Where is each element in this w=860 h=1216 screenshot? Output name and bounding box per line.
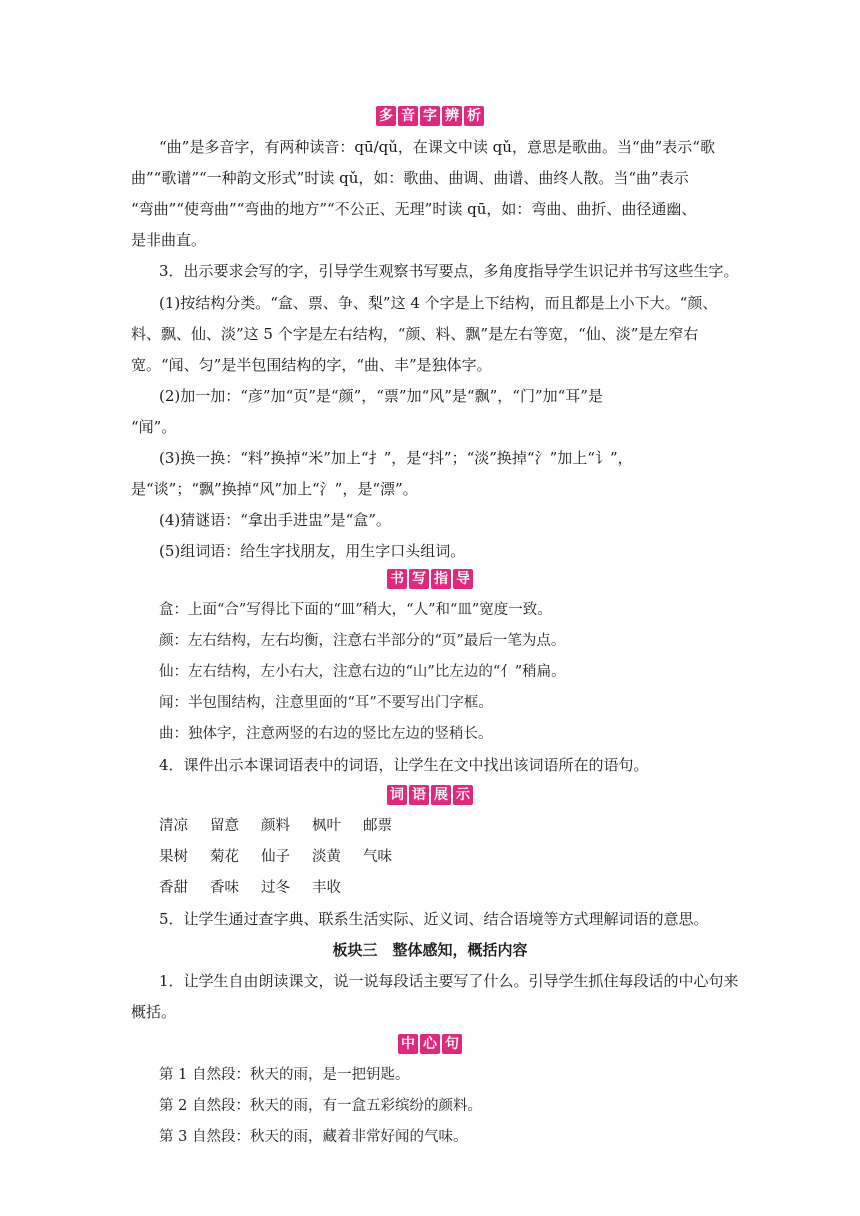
paragraph-line: 是非曲直。 bbox=[131, 231, 207, 249]
tag-char: 展 bbox=[431, 785, 451, 805]
vocab-word: 气味 bbox=[363, 849, 392, 865]
tag-char: 中 bbox=[398, 1034, 418, 1054]
paragraph-line: 宽。“闻、匀”是半包围结构的字，“曲、丰”是独体字。 bbox=[131, 356, 492, 374]
tag-char: 辨 bbox=[442, 106, 462, 126]
tag-char: 析 bbox=[464, 106, 484, 126]
paragraph-line: (3)换一换：“料”换掉“米”加上“扌”，是“抖”；“淡”换掉“氵”加上“讠”， bbox=[159, 449, 633, 467]
vocab-word: 香味 bbox=[210, 880, 239, 896]
tag-char: 写 bbox=[409, 569, 429, 589]
step-4: 4．课件出示本课词语表中的词语，让学生在文中找出该词语所在的语句。 bbox=[159, 756, 649, 774]
center-sentence: 第 1 自然段：秋天的雨，是一把钥匙。 bbox=[159, 1067, 410, 1083]
paragraph-line: 概括。 bbox=[131, 1003, 177, 1021]
vocab-row bbox=[159, 816, 414, 836]
vocab-word: 枫叶 bbox=[312, 818, 341, 834]
section-tag-polyphone bbox=[0, 106, 860, 126]
vocab-word: 颜料 bbox=[261, 818, 290, 834]
center-sentence: 第 3 自然段：秋天的雨，藏着非常好闻的气味。 bbox=[159, 1129, 468, 1145]
tag-char: 心 bbox=[420, 1034, 440, 1054]
vocab-row bbox=[159, 878, 363, 898]
vocab-word: 丰收 bbox=[312, 880, 341, 896]
vocab-word: 清凉 bbox=[159, 818, 188, 834]
vocab-word: 菊花 bbox=[210, 849, 239, 865]
tag-char: 指 bbox=[431, 569, 451, 589]
section-tag-writing bbox=[0, 569, 860, 589]
step-5: 5．让学生通过查字典、联系生活实际、近义词、结合语境等方式理解词语的意思。 bbox=[159, 910, 709, 928]
vocab-word: 留意 bbox=[210, 818, 239, 834]
writing-guide-line: 仙：左右结构，左小右大，注意右边的“山”比左边的“亻”稍扁。 bbox=[159, 664, 566, 680]
vocab-row bbox=[159, 847, 414, 867]
vocab-word: 香甜 bbox=[159, 880, 188, 896]
tag-char: 词 bbox=[387, 785, 407, 805]
vocab-word: 过冬 bbox=[261, 880, 290, 896]
vocab-word: 邮票 bbox=[363, 818, 392, 834]
paragraph-line: “弯曲”“使弯曲”“弯曲的地方”“不公正、无理”时读 qū，如：弯曲、曲折、曲径通幽、 bbox=[131, 200, 697, 218]
writing-guide-line: 盒：上面“合”写得比下面的“皿”稍大，“人”和“皿”宽度一致。 bbox=[159, 602, 552, 618]
vocab-word: 淡黄 bbox=[312, 849, 341, 865]
paragraph-line: (2)加一加：“彦”加“页”是“颜”，“票”加“风”是“飘”，“门”加“耳”是 bbox=[159, 387, 603, 405]
tag-char: 导 bbox=[453, 569, 473, 589]
section-tag-center bbox=[0, 1034, 860, 1054]
tag-char: 字 bbox=[420, 106, 440, 126]
paragraph-line: 是“谈”；“飘”换掉“风”加上“氵”，是“漂”。 bbox=[131, 480, 418, 498]
writing-guide-line: 颜：左右结构，左右均衡，注意右半部分的“页”最后一笔为点。 bbox=[159, 633, 566, 649]
center-sentence: 第 2 自然段：秋天的雨，有一盒五彩缤纷的颜料。 bbox=[159, 1098, 482, 1114]
tag-char: 音 bbox=[398, 106, 418, 126]
paragraph-line: 料、飘、仙、淡”这 5 个字是左右结构，“颜、料、飘”是左右等宽，“仙、淡”是左窄右 bbox=[131, 325, 699, 343]
paragraph-line: (4)猜谜语：“拿出手进盅”是“盒”。 bbox=[159, 511, 391, 529]
tag-char: 书 bbox=[387, 569, 407, 589]
tag-char: 句 bbox=[442, 1034, 462, 1054]
tag-char: 语 bbox=[409, 785, 429, 805]
step-3: 3．出示要求会写的字，引导学生观察书写要点，多角度指导学生识记并书写这些生字。 bbox=[159, 262, 739, 280]
section-tag-words bbox=[0, 785, 860, 805]
writing-guide-line: 闻：半包围结构，注意里面的“耳”不要写出门字框。 bbox=[159, 695, 493, 711]
vocab-word: 仙子 bbox=[261, 849, 290, 865]
tag-char: 示 bbox=[453, 785, 473, 805]
paragraph-line: (5)组词语：给生字找朋友，用生字口头组词。 bbox=[159, 542, 466, 560]
paragraph-line: “闻”。 bbox=[131, 418, 177, 436]
block-3-heading: 板块三 整体感知，概括内容 bbox=[332, 941, 528, 959]
paragraph-line: 1．让学生自由朗读课文，说一说每段话主要写了什么。引导学生抓住每段话的中心句来 bbox=[159, 972, 739, 990]
paragraph-line: “曲”是多音字，有两种读音：qū/qǔ，在课文中读 qǔ，意思是歌曲。当“曲”表示“歌 bbox=[159, 138, 715, 156]
vocab-word: 果树 bbox=[159, 849, 188, 865]
paragraph-line: (1)按结构分类。“盒、票、争、梨”这 4 个字是上下结构，而且都是上小下大。“颜、 bbox=[159, 294, 718, 312]
writing-guide-line: 曲：独体字，注意两竖的右边的竖比左边的竖稍长。 bbox=[159, 726, 493, 742]
tag-char: 多 bbox=[376, 106, 396, 126]
paragraph-line: 曲”“歌谱”“一种韵文形式”时读 qǔ，如：歌曲、曲调、曲谱、曲终人散。当“曲”表示 bbox=[131, 169, 689, 187]
